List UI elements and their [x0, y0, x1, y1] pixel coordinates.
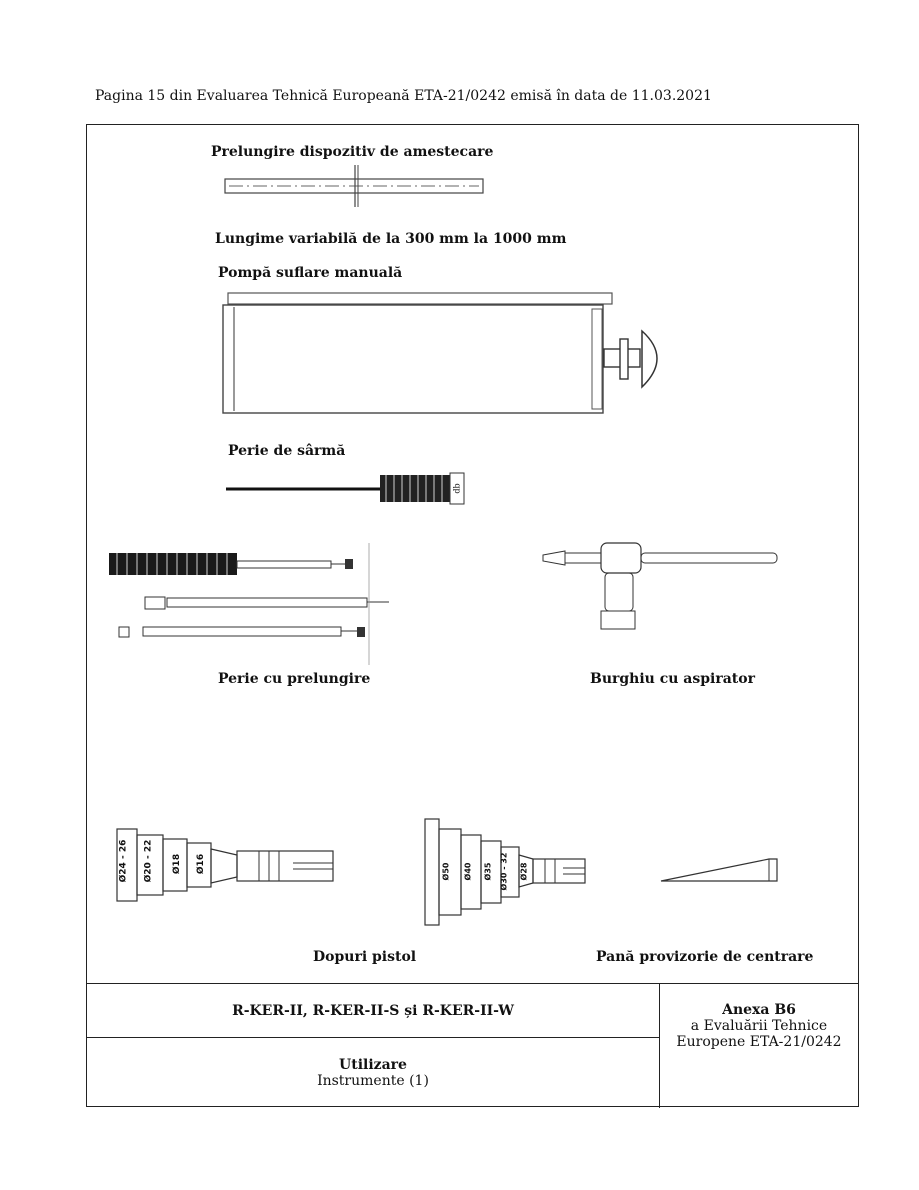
- annex-frame: [86, 124, 859, 1107]
- annex-line-2: Europene ETA-21/0242: [676, 1034, 842, 1050]
- plug-1-size: Ø20 - 22: [143, 839, 154, 883]
- mixer-extension-drawing: [217, 163, 487, 209]
- wire-brush-label: Perie de sârmă: [228, 443, 346, 459]
- hand-pump-label: Pompă suflare manuală: [218, 265, 403, 281]
- centering-wedge-drawing: [657, 853, 783, 887]
- annex-footer: [87, 983, 858, 1108]
- annex-line-1: a Evaluării Tehnice: [690, 1018, 828, 1034]
- annex-reference: [660, 984, 858, 1108]
- plug-1-size: Ø18: [172, 853, 183, 875]
- hollow-drill-drawing: [539, 539, 789, 635]
- brush-extension-label: Perie cu prelungire: [218, 671, 371, 687]
- hand-pump-drawing: [222, 291, 672, 421]
- plug-2-size: Ø28: [519, 862, 529, 881]
- mixer-extension-label: Prelungire dispozitiv de amestecare: [211, 144, 494, 160]
- centering-wedge-label: Pană provizorie de centrare: [596, 949, 814, 965]
- section-subtitle: Instrumente (1): [317, 1073, 429, 1089]
- section-block: [87, 1038, 659, 1108]
- product-name: R-KER-II, R-KER-II-S și R-KER-II-W: [87, 984, 659, 1038]
- plug-2-size: Ø35: [483, 862, 493, 881]
- variable-length-label: Lungime variabilă de la 300 mm la 1000 mm: [215, 231, 567, 247]
- plug-2-size: Ø40: [463, 862, 473, 881]
- section-title: Utilizare: [339, 1057, 407, 1073]
- brush-extension-drawing: [105, 543, 395, 673]
- plug-1-size: Ø24 - 26: [118, 839, 129, 883]
- piston-plugs-label: Dopuri pistol: [313, 949, 417, 965]
- plug-2-size: Ø50: [441, 862, 451, 881]
- footer-left-cell: [87, 984, 660, 1108]
- annex-title: Anexa B6: [722, 1002, 796, 1018]
- hollow-drill-label: Burghiu cu aspirator: [590, 671, 755, 687]
- plug-1-size: Ø16: [196, 853, 207, 875]
- brush-diameter-label: db: [452, 483, 462, 494]
- page-header: Pagina 15 din Evaluarea Tehnică Europeană ETA-21/0242 emisă în data de 11.03.2021: [95, 88, 712, 104]
- wire-brush-drawing: [224, 470, 472, 510]
- plug-2-size: Ø30 - 32: [499, 852, 509, 891]
